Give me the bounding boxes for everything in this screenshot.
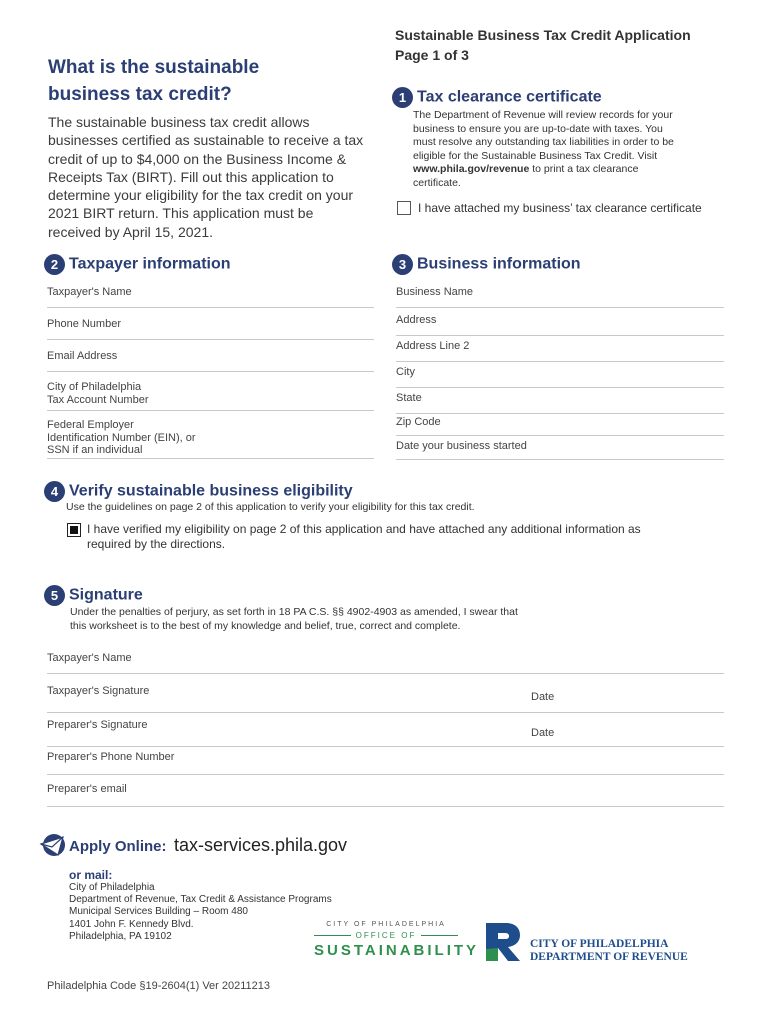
mail-line: Philadelphia, PA 19102 bbox=[69, 930, 172, 942]
section1-line bbox=[413, 163, 733, 177]
sustainability-logo-office: OFFICE OF bbox=[355, 931, 417, 940]
mail-line: Department of Revenue, Tax Credit & Assistance Programs bbox=[69, 894, 332, 906]
section2-heading bbox=[44, 254, 231, 275]
section4-heading bbox=[44, 481, 353, 502]
section1-number-badge: 1 bbox=[392, 87, 413, 108]
preparer-phone-field[interactable] bbox=[47, 751, 724, 775]
preparer-signature-label: Preparer's Signature bbox=[47, 719, 148, 731]
section3-title: Business information bbox=[417, 255, 581, 273]
email-address-label: Email Address bbox=[47, 350, 118, 362]
address-line2-field[interactable] bbox=[396, 340, 724, 362]
intro-line: determine your eligibility for the tax credit on your bbox=[48, 187, 354, 204]
taxpayer-signature-field[interactable] bbox=[47, 685, 724, 713]
revenue-logo-line2: DEPARTMENT OF REVENUE bbox=[530, 951, 688, 963]
tax-clearance-checkbox[interactable] bbox=[397, 201, 411, 215]
business-name-field[interactable] bbox=[396, 286, 724, 308]
tax-clearance-checkbox-label: I have attached my business’ tax clearance certificate bbox=[418, 201, 702, 215]
section4-title: Verify sustainable business eligibility bbox=[69, 482, 353, 500]
date-started-field[interactable] bbox=[396, 440, 724, 460]
section1-heading bbox=[392, 87, 602, 108]
eligibility-checkbox-label bbox=[87, 522, 737, 552]
eligibility-label-line1: I have verified my eligibility on page 2 of this application and have attached any additional information as bbox=[87, 522, 641, 536]
preparer-date-label: Date bbox=[531, 727, 555, 739]
form-title: Sustainable Business Tax Credit Application bbox=[395, 27, 691, 43]
section1-line: The Department of Revenue will review records for your bbox=[413, 109, 673, 121]
mail-line: City of Philadelphia bbox=[69, 882, 155, 893]
date-started-label: Date your business started bbox=[396, 440, 527, 452]
revenue-r-logo-icon bbox=[484, 921, 522, 968]
ein-label-line3: SSN if an individual bbox=[47, 444, 143, 456]
taxpayer-name-field[interactable] bbox=[47, 286, 374, 308]
revenue-logo-text bbox=[530, 938, 688, 964]
taxpayer-name-signature-field[interactable] bbox=[47, 652, 724, 674]
preparer-phone-label: Preparer's Phone Number bbox=[47, 751, 175, 763]
state-label: State bbox=[396, 392, 422, 404]
intro-line: received by April 15, 2021. bbox=[48, 223, 213, 240]
section3-heading bbox=[392, 254, 581, 275]
city-field[interactable] bbox=[396, 366, 724, 388]
eligibility-label-line2: required by the directions. bbox=[87, 537, 226, 551]
tax-account-label-line1: City of Philadelphia bbox=[47, 381, 142, 393]
revenue-link[interactable]: www.phila.gov/revenue bbox=[413, 163, 530, 175]
taxpayer-name-label: Taxpayer's Name bbox=[47, 286, 132, 298]
section1-line: must resolve any outstanding tax liabilities in order to be bbox=[413, 136, 674, 148]
email-address-field[interactable] bbox=[47, 350, 374, 372]
or-mail-label: or mail: bbox=[69, 868, 113, 882]
section4-number-badge: 4 bbox=[44, 481, 65, 502]
office-of-sustainability-logo bbox=[314, 921, 480, 959]
section1-line: certificate. bbox=[413, 176, 461, 189]
ein-field[interactable] bbox=[47, 419, 374, 459]
address-label: Address bbox=[396, 314, 437, 326]
envelope-icon bbox=[38, 833, 66, 864]
ein-label-line1: Federal Employer bbox=[47, 419, 134, 431]
section1-line: business to ensure you are up-to-date with taxes. You bbox=[413, 122, 663, 135]
address-line2-label: Address Line 2 bbox=[396, 340, 470, 352]
zip-code-label: Zip Code bbox=[396, 416, 441, 428]
zip-code-field[interactable] bbox=[396, 416, 724, 436]
taxpayer-date-label: Date bbox=[531, 691, 555, 703]
sustainability-logo-rule bbox=[421, 935, 458, 936]
tax-clearance-checkbox-row bbox=[397, 201, 702, 215]
business-name-label: Business Name bbox=[396, 286, 474, 298]
perjury-line2: this worksheet is to the best of my knowledge and belief, true, correct and complete. bbox=[70, 619, 461, 632]
sustainability-logo-rule bbox=[314, 935, 351, 936]
city-label: City bbox=[396, 366, 415, 378]
section4-subtitle: Use the guidelines on page 2 of this application to verify your eligibility for this tax credit. bbox=[66, 501, 475, 513]
section1-description bbox=[413, 109, 733, 190]
phone-number-field[interactable] bbox=[47, 318, 374, 340]
section2-number-badge: 2 bbox=[44, 254, 65, 275]
section1-line: eligible for the Sustainable Business Tax Credit. Visit bbox=[413, 149, 658, 162]
footer-code: Philadelphia Code §19-2604(1) Ver 20211213 bbox=[47, 980, 271, 992]
ein-label-line2: Identification Number (EIN), or bbox=[47, 431, 196, 444]
eligibility-checkbox[interactable] bbox=[67, 523, 81, 537]
preparer-signature-field[interactable] bbox=[47, 719, 724, 747]
state-field[interactable] bbox=[396, 392, 724, 414]
apply-online-url[interactable]: tax-services.phila.gov bbox=[173, 835, 348, 855]
perjury-statement bbox=[70, 606, 630, 633]
mail-line: 1401 John F. Kennedy Blvd. bbox=[69, 918, 194, 930]
section1-line-tail: to print a tax clearance bbox=[529, 163, 639, 175]
sustainability-logo-word: SUSTAINABILITY bbox=[314, 942, 480, 959]
sig-taxpayer-name-label: Taxpayer's Name bbox=[47, 652, 132, 664]
sustainability-logo-office-row bbox=[314, 931, 458, 940]
address-field[interactable] bbox=[396, 314, 724, 336]
apply-online bbox=[69, 835, 347, 856]
intro-text bbox=[48, 113, 388, 241]
tax-account-number-field[interactable] bbox=[47, 381, 374, 411]
preparer-email-field[interactable] bbox=[47, 783, 724, 807]
intro-line: 2021 BIRT return. This application must be bbox=[48, 205, 314, 222]
intro-question-line1: What is the sustainable bbox=[48, 57, 260, 78]
intro-line: credit of up to $4,000 on the Business Income & bbox=[48, 150, 347, 167]
eligibility-checkbox-row bbox=[67, 522, 641, 551]
mail-line: Municipal Services Building – Room 480 bbox=[69, 906, 248, 918]
section5-number-badge: 5 bbox=[44, 585, 65, 606]
section2-title: Taxpayer information bbox=[69, 255, 231, 273]
section3-number-badge: 3 bbox=[392, 254, 413, 275]
page-number: Page 1 of 3 bbox=[395, 47, 469, 63]
section1-title: Tax clearance certificate bbox=[417, 88, 602, 106]
intro-line: Receipts Tax (BIRT). Fill out this application to bbox=[48, 168, 334, 185]
apply-online-label: Apply Online: bbox=[69, 838, 167, 855]
sustainability-logo-city: CITY OF PHILADELPHIA bbox=[326, 921, 446, 928]
preparer-email-label: Preparer's email bbox=[47, 783, 127, 795]
perjury-line1: Under the penalties of perjury, as set forth in 18 PA C.S. §§ 4902-4903 as amended, I swear that bbox=[70, 606, 518, 618]
mailing-address bbox=[69, 882, 332, 943]
revenue-logo-line1: CITY OF PHILADELPHIA bbox=[530, 938, 669, 950]
intro-line: businesses certified as sustainable to receive a tax bbox=[48, 132, 364, 149]
taxpayer-signature-label: Taxpayer's Signature bbox=[47, 685, 150, 697]
phone-number-label: Phone Number bbox=[47, 318, 121, 330]
section5-heading bbox=[44, 585, 143, 606]
section5-title: Signature bbox=[69, 586, 143, 604]
intro-line: The sustainable business tax credit allows bbox=[48, 114, 310, 130]
intro-question-line2: business tax credit? bbox=[48, 84, 232, 105]
tax-account-label-line2: Tax Account Number bbox=[47, 393, 149, 406]
